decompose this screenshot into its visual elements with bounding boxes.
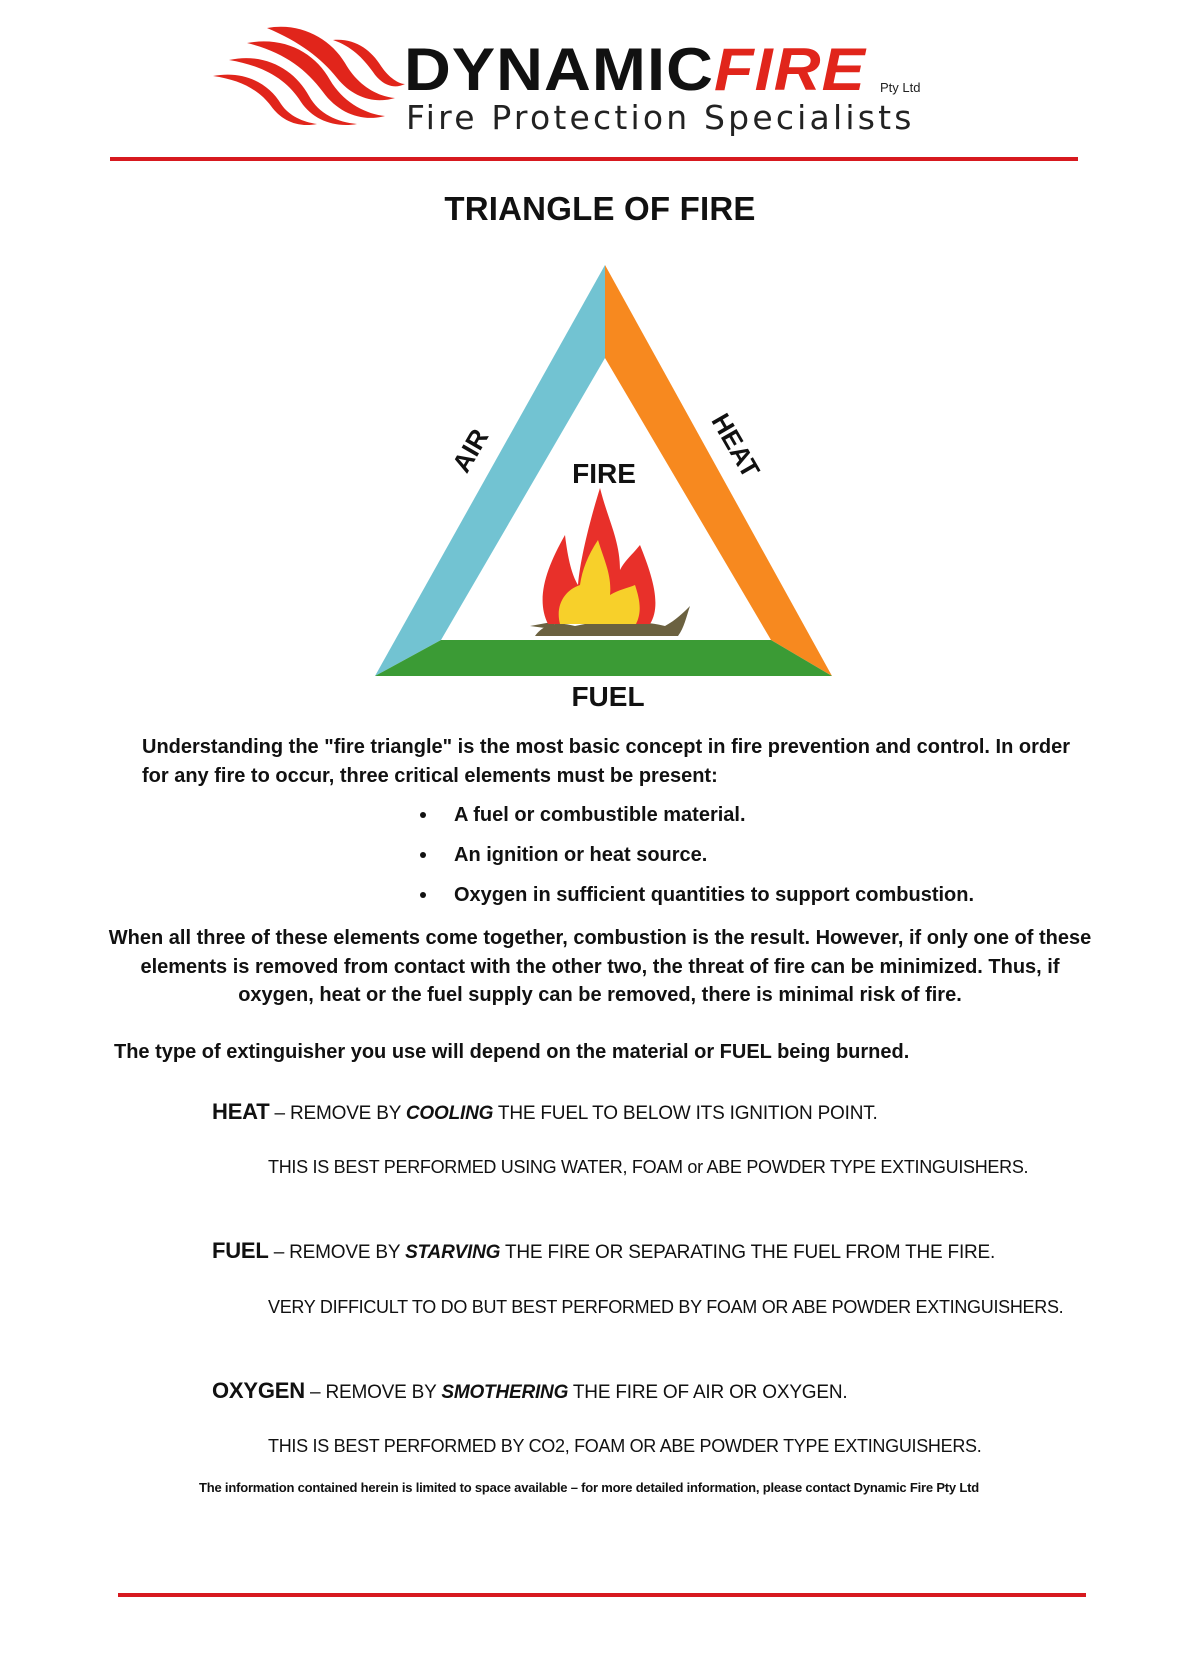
bullet-icon [420, 892, 426, 898]
fuel-side [375, 640, 832, 676]
method-key: FUEL [212, 1238, 269, 1263]
flame-swoosh-icon [205, 18, 405, 128]
campfire-icon [530, 488, 690, 636]
method-verb: COOLING [405, 1103, 494, 1124]
air-label: AIR [446, 423, 495, 478]
brand-accent: FIRE [713, 36, 866, 103]
method-fuel: FUEL – REMOVE BY STARVING THE FIRE OR SEPARATING THE FUEL FROM THE FIRE. [212, 1238, 996, 1263]
brand-wordmark [404, 36, 866, 103]
method-verb: STARVING [405, 1242, 501, 1263]
method-oxygen-note: THIS IS BEST PERFORMED BY CO2, FOAM OR ABE POWDER TYPE EXTINGUISHERS. [268, 1436, 982, 1456]
method-heat-note: THIS IS BEST PERFORMED USING WATER, FOAM or ABE POWDER TYPE EXTINGUISHERS. [268, 1157, 1029, 1177]
method-oxygen: OXYGEN – REMOVE BY SMOTHERING THE FIRE OF AIR OR OXYGEN. [212, 1378, 848, 1403]
bullet-icon [420, 812, 426, 818]
list-item: A fuel or combustible material. [412, 803, 1112, 843]
brand-tagline: Fire Protection Specialists [406, 98, 915, 137]
fire-label: FIRE [572, 458, 636, 489]
heat-label: HEAT [705, 408, 766, 483]
bullet-icon [420, 852, 426, 858]
brand-suffix: Pty Ltd [880, 80, 921, 95]
extinguisher-intro: The type of extinguisher you use will depend on the material or FUEL being burned. [114, 1041, 910, 1063]
brand-primary: DYNAMIC [404, 36, 714, 103]
method-key: OXYGEN [212, 1378, 305, 1403]
method-heat: HEAT – REMOVE BY COOLING THE FUEL TO BELOW ITS IGNITION POINT. [212, 1099, 878, 1124]
method-key: HEAT [212, 1099, 270, 1124]
method-fuel-note: VERY DIFFICULT TO DO BUT BEST PERFORMED BY FOAM OR ABE POWDER EXTINGUISHERS. [268, 1297, 1064, 1317]
fuel-label: FUEL [571, 681, 645, 712]
fire-elements-list [412, 803, 1112, 923]
header-divider [110, 157, 1078, 161]
explanation-paragraph: When all three of these elements come together, combustion is the result. However, if only one of these elements is removed from contact with the other two, the threat of fire can be minimized. Thus, if oxygen, heat or the fuel supply can be removed, there is minimal risk of fire. [108, 927, 1092, 1006]
intro-paragraph: Understanding the "fire triangle" is the most basic concept in fire prevention and control. In order for any fire to occur, three critical elements must be present: [142, 736, 1070, 787]
disclaimer: The information contained herein is limited to space available – for more detailed information, please contact Dynamic Fire Pty Ltd [199, 1480, 979, 1495]
fire-triangle-diagram [340, 250, 860, 720]
list-item: An ignition or heat source. [412, 843, 1112, 883]
method-verb: SMOTHERING [441, 1382, 569, 1403]
page-title: TRIANGLE OF FIRE [444, 190, 756, 227]
footer-divider [118, 1593, 1086, 1597]
list-item: Oxygen in sufficient quantities to support combustion. [412, 883, 1112, 923]
